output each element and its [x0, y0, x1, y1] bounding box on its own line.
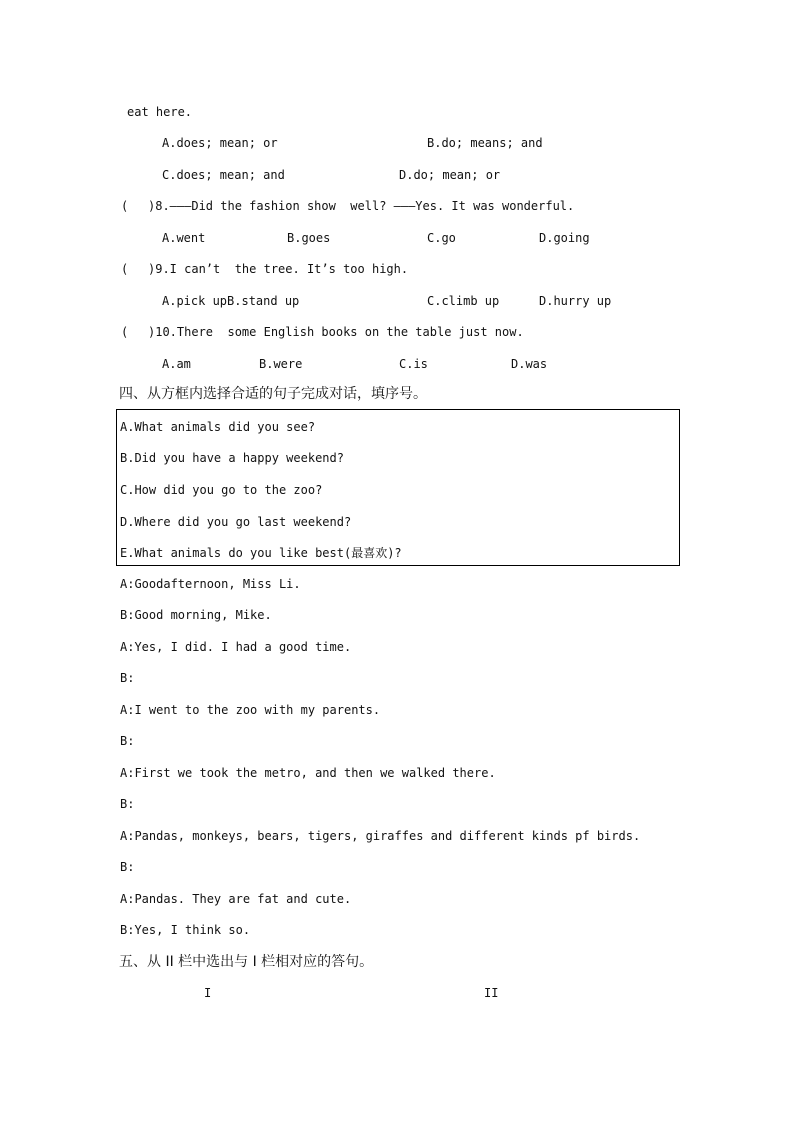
dialogue-line: A:I went to the zoo with my parents. — [120, 703, 381, 717]
q7-option-b: B.do; means; and — [427, 136, 543, 150]
dialogue-line: B: — [120, 734, 135, 748]
column-ii-header: II — [484, 986, 499, 1000]
q7-option-a: A.does; mean; or — [162, 136, 278, 150]
part5-heading: 五、从 II 栏中选出与 I 栏相对应的答句。 — [119, 954, 374, 970]
part4-heading: 四、从方框内选择合适的句子完成对话，填序号。 — [119, 386, 427, 402]
q10-option-a: A.am — [162, 357, 191, 371]
box-option-a: A.What animals did you see? — [120, 420, 316, 434]
dialogue-line: B:Yes, I think so. — [120, 923, 251, 937]
q10-paren: ( — [121, 325, 129, 339]
q9-option-ab: A.pick upB.stand up — [162, 294, 300, 308]
box-option-c: C.How did you go to the zoo? — [120, 483, 323, 497]
q8-paren: ( — [121, 199, 129, 213]
dialogue-line: A:Pandas. They are fat and cute. — [120, 892, 352, 906]
q9-option-c: C.climb up — [427, 294, 500, 308]
q10-option-c: C.is — [399, 357, 428, 371]
dialogue-line: A:First we took the metro, and then we walked there. — [120, 766, 496, 780]
q7-tail: eat here. — [127, 105, 193, 119]
box-option-b: B.Did you have a happy weekend? — [120, 451, 344, 465]
dialogue-line: A:Pandas, monkeys, bears, tigers, giraffes and different kinds pf birds. — [120, 829, 641, 843]
q7-option-c: C.does; mean; and — [162, 168, 285, 182]
dialogue-line: A:Yes, I did. I had a good time. — [120, 640, 352, 654]
q8-stem: )8.———Did the fashion show well? ———Yes. It was wonderful. — [148, 199, 575, 213]
dialogue-line: A:Goodafternoon, Miss Li. — [120, 577, 301, 591]
box-option-e: E.What animals do you like best(最喜欢)? — [120, 546, 402, 560]
q8-option-a: A.went — [162, 231, 206, 245]
q9-stem: )9.I can’t the tree. It’s too high. — [148, 262, 409, 276]
q8-option-b: B.goes — [287, 231, 331, 245]
q8-option-d: D.going — [539, 231, 590, 245]
q9-option-d: D.hurry up — [539, 294, 612, 308]
q10-stem: )10.There some English books on the table just now. — [148, 325, 524, 339]
q8-option-c: C.go — [427, 231, 456, 245]
q10-option-d: D.was — [511, 357, 548, 371]
dialogue-line: B: — [120, 860, 135, 874]
column-i-header: I — [204, 986, 212, 1000]
q10-option-b: B.were — [259, 357, 303, 371]
dialogue-line: B: — [120, 797, 135, 811]
dialogue-line: B:Good morning, Mike. — [120, 608, 272, 622]
box-option-d: D.Where did you go last weekend? — [120, 515, 352, 529]
q9-paren: ( — [121, 262, 129, 276]
q7-option-d: D.do; mean; or — [399, 168, 501, 182]
dialogue-line: B: — [120, 671, 135, 685]
